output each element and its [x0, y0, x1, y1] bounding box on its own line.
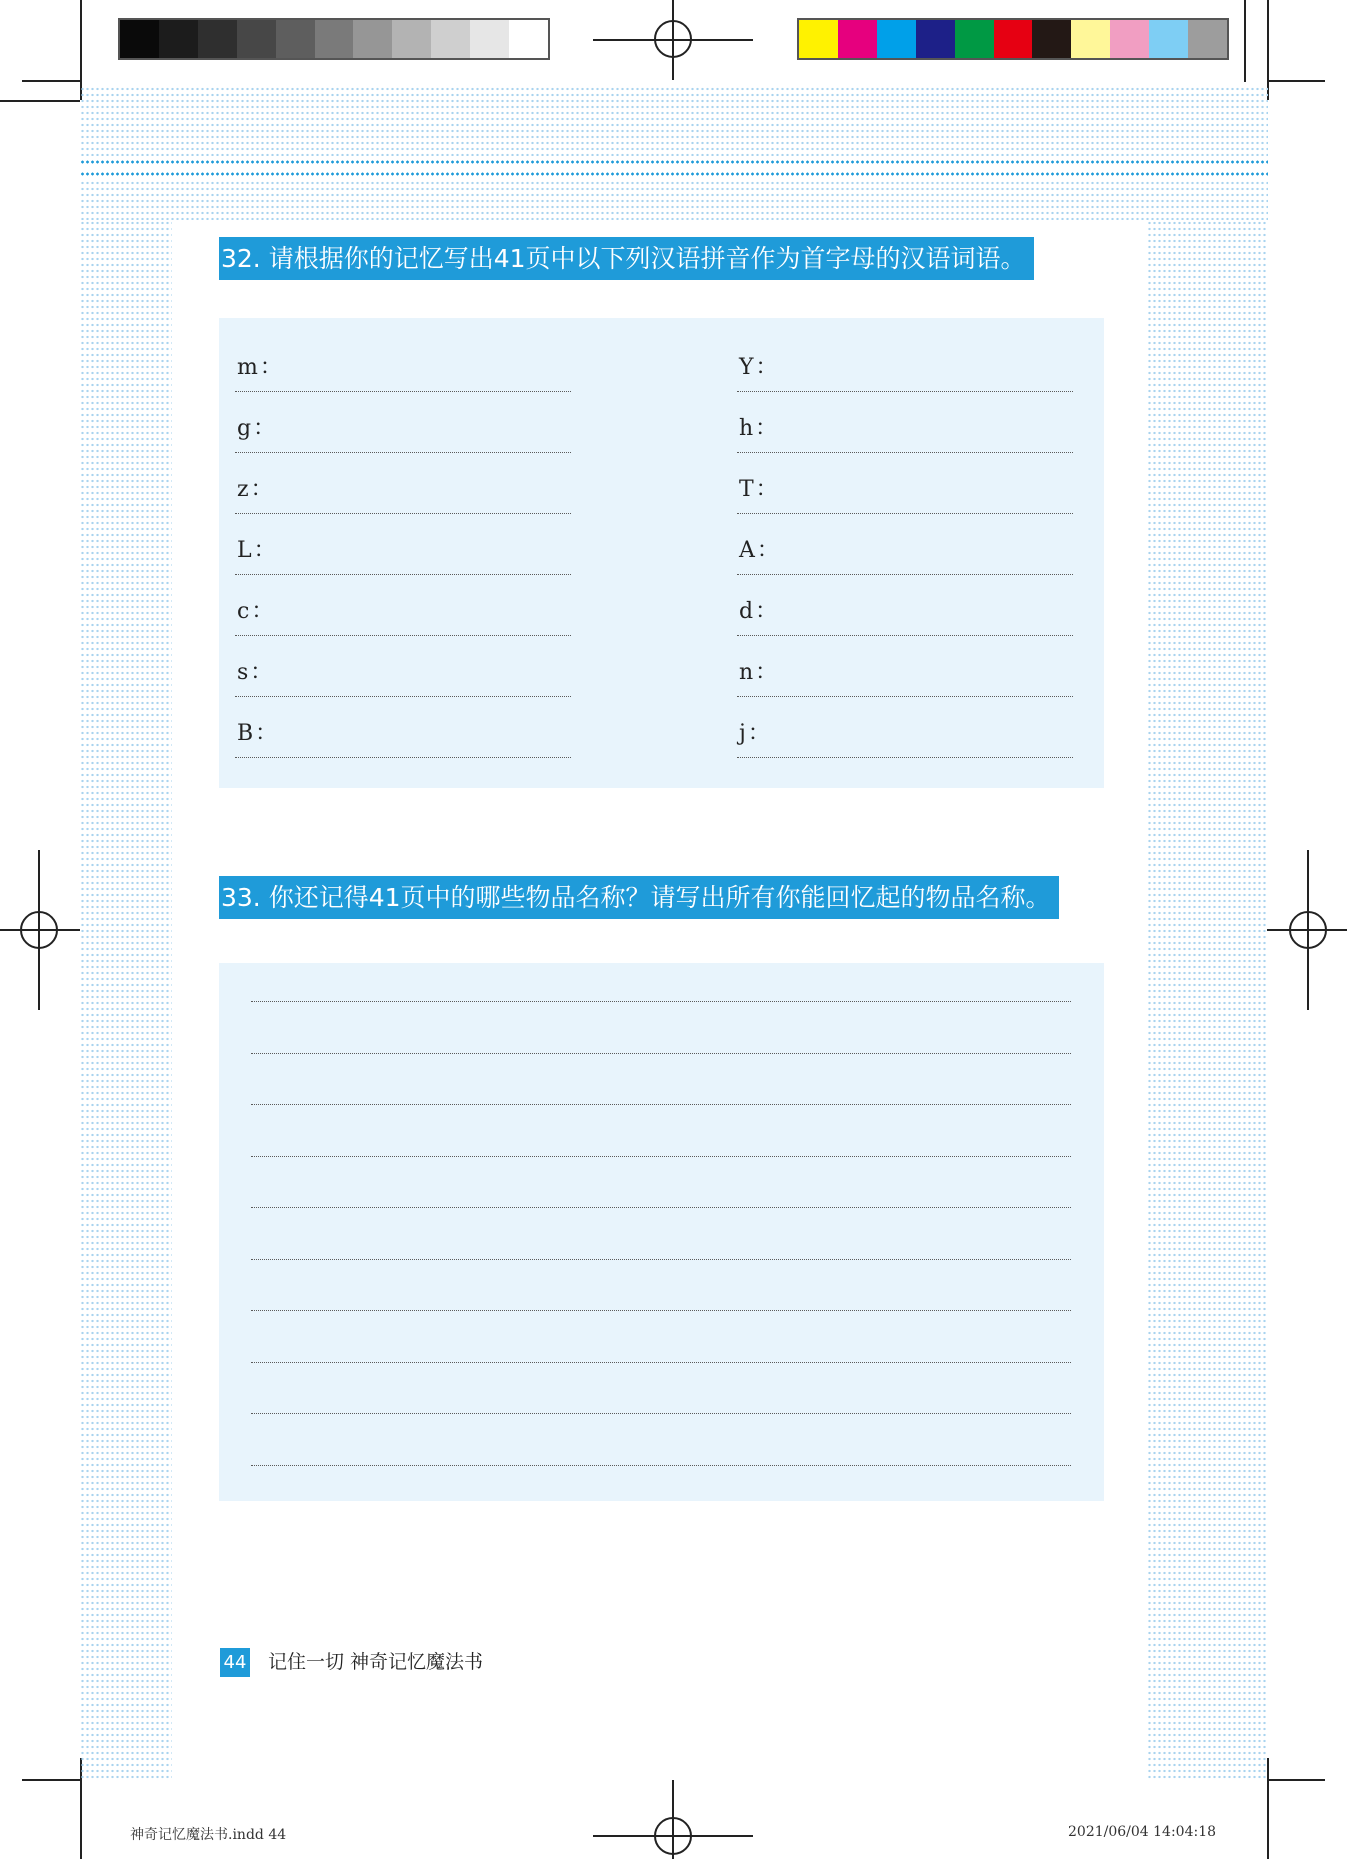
color-swatch: [276, 20, 315, 58]
color-swatch: [1110, 20, 1149, 58]
initial-letter-label: A：: [739, 538, 781, 563]
color-swatch: [198, 20, 237, 58]
color-swatch: [1071, 20, 1110, 58]
crop-mark: [1267, 80, 1325, 82]
initial-letter-label: m：: [237, 355, 284, 380]
crop-mark: [1267, 0, 1269, 100]
crop-mark: [22, 80, 80, 82]
color-swatch: [916, 20, 955, 58]
color-swatch: [838, 20, 877, 58]
answer-line[interactable]: [235, 515, 571, 575]
question-32-title: 32. 请根据你的记忆写出41页中以下列汉语拼音作为首字母的汉语词语。: [219, 237, 1034, 280]
writing-line[interactable]: [251, 1465, 1071, 1466]
initial-letter-label: L：: [237, 538, 278, 563]
color-swatch: [392, 20, 431, 58]
crop-mark: [1267, 1779, 1325, 1781]
registration-line: [672, 1780, 674, 1859]
color-swatch: [877, 20, 916, 58]
color-swatch: [237, 20, 276, 58]
initial-letter-label: g：: [237, 416, 278, 441]
color-swatch: [120, 20, 159, 58]
writing-line[interactable]: [251, 1310, 1071, 1311]
initial-letter-label: z：: [237, 477, 275, 502]
initial-letter-label: j：: [739, 721, 772, 746]
top-dot-band: [80, 156, 1268, 180]
answer-line[interactable]: [737, 332, 1073, 392]
file-slug: 神奇记忆魔法书.indd 44: [130, 1827, 287, 1843]
initial-letter-label: s：: [237, 660, 275, 685]
writing-line[interactable]: [251, 1259, 1071, 1260]
writing-line[interactable]: [251, 1156, 1071, 1157]
grayscale-calibration-bar: [118, 18, 550, 60]
right-dot-column: [1147, 220, 1268, 1780]
answer-line[interactable]: [235, 454, 571, 514]
question-32-answer-panel: [219, 318, 1104, 788]
color-swatch: [799, 20, 838, 58]
color-swatch: [994, 20, 1033, 58]
answer-line[interactable]: [737, 393, 1073, 453]
top-dot-pattern: [80, 86, 1268, 156]
initial-letter-label: T：: [739, 477, 780, 502]
crop-mark: [22, 1779, 80, 1781]
crop-mark: [1244, 0, 1246, 82]
answer-line[interactable]: [235, 637, 571, 697]
writing-line[interactable]: [251, 1104, 1071, 1105]
left-dot-column: [80, 220, 172, 1780]
color-swatch: [1032, 20, 1071, 58]
initial-letter-label: h：: [739, 416, 780, 441]
answer-line[interactable]: [737, 576, 1073, 636]
answer-line[interactable]: [235, 332, 571, 392]
question-33-title: 33. 你还记得41页中的哪些物品名称？请写出所有你能回忆起的物品名称。: [219, 876, 1059, 919]
color-swatch: [1149, 20, 1188, 58]
answer-line[interactable]: [235, 576, 571, 636]
color-swatch: [955, 20, 994, 58]
color-swatch: [315, 20, 354, 58]
writing-line[interactable]: [251, 1362, 1071, 1363]
writing-line[interactable]: [251, 1053, 1071, 1054]
writing-line[interactable]: [251, 1001, 1071, 1002]
answer-line[interactable]: [737, 637, 1073, 697]
color-calibration-bar: [797, 18, 1229, 60]
crop-mark: [80, 0, 82, 100]
color-swatch: [431, 20, 470, 58]
answer-line[interactable]: [737, 454, 1073, 514]
answer-line[interactable]: [737, 515, 1073, 575]
color-swatch: [353, 20, 392, 58]
initial-letter-label: c：: [237, 599, 276, 624]
answer-line[interactable]: [235, 698, 571, 758]
initial-letter-label: B：: [237, 721, 280, 746]
question-33-answer-panel: [219, 963, 1104, 1501]
color-swatch: [509, 20, 548, 58]
color-swatch: [1188, 20, 1227, 58]
writing-line[interactable]: [251, 1207, 1071, 1208]
initial-letter-label: Y：: [739, 355, 780, 380]
timestamp-slug: 2021/06/04 14:04:18: [1068, 1824, 1217, 1840]
initial-letter-label: n：: [739, 660, 780, 685]
color-swatch: [159, 20, 198, 58]
registration-line: [1267, 929, 1347, 931]
page-number: 44: [220, 1648, 250, 1677]
answer-line[interactable]: [737, 698, 1073, 758]
crop-mark: [0, 100, 80, 102]
writing-line[interactable]: [251, 1413, 1071, 1414]
initial-letter-label: d：: [739, 599, 780, 624]
book-title: 记住一切 神奇记忆魔法书: [268, 1651, 484, 1673]
registration-line: [593, 39, 753, 41]
registration-line: [593, 1835, 753, 1837]
top-dot-pattern: [80, 180, 1268, 220]
answer-line[interactable]: [235, 393, 571, 453]
color-swatch: [470, 20, 509, 58]
registration-line: [0, 929, 80, 931]
